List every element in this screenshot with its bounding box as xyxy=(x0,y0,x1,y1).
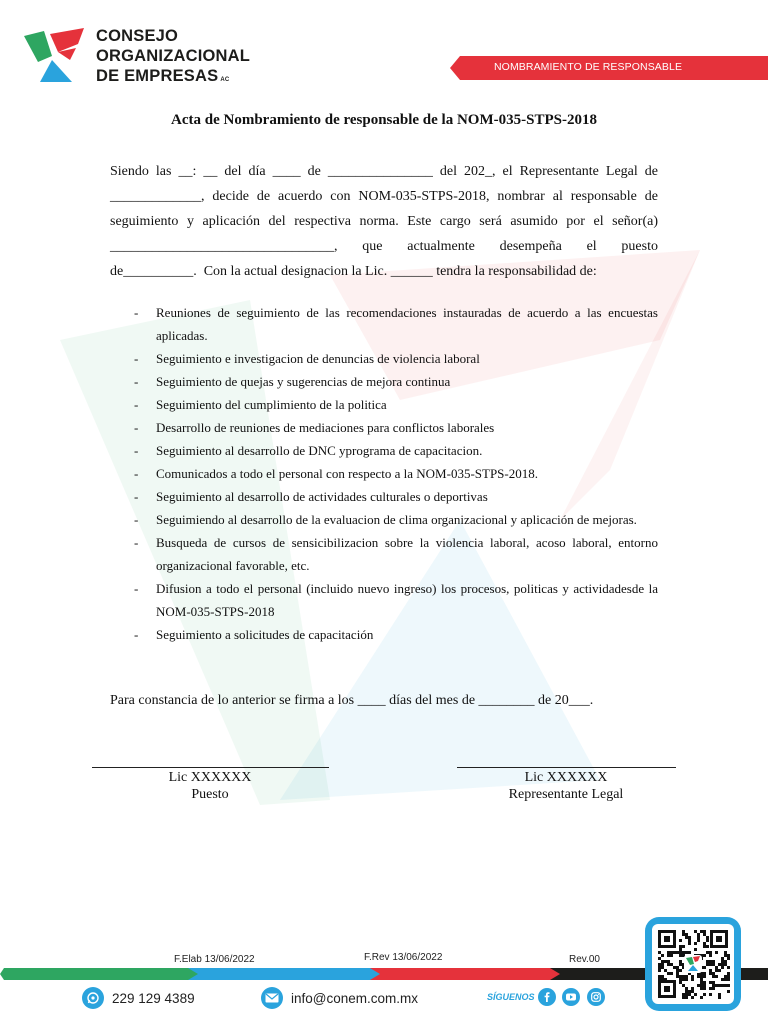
document-title: Acta de Nombramiento de responsable de la NOM-035-STPS-2018 xyxy=(171,112,597,128)
elaboration-date: F.Elab 13/06/2022 xyxy=(174,954,255,965)
instagram-icon[interactable] xyxy=(587,988,605,1006)
signature-block-left xyxy=(110,769,310,803)
whatsapp-icon xyxy=(82,987,104,1009)
list-item: - Busqueda de cursos de sensicibilizacion sobre la violencia laboral, acoso laboral, entorno organizacional favorable, etc. xyxy=(110,531,658,577)
signature-name: Lic XXXXXX xyxy=(168,770,252,785)
list-item: - Seguimiento e investigacion de denuncias de violencia laboral xyxy=(110,347,658,370)
brand-line-1: CONSEJO xyxy=(96,27,179,45)
qr-pattern xyxy=(652,924,734,1004)
brand-line-3: DE EMPRESAS xyxy=(96,67,219,85)
list-item: - Difusion a todo el personal (incluido nuevo ingreso) los procesos, politicas y actividadesde la NOM-035-STPS-2018 xyxy=(110,577,658,623)
signature-block-right xyxy=(466,769,666,803)
facebook-icon[interactable] xyxy=(538,988,556,1006)
list-item: - Desarrollo de reuniones de mediaciones para conflictos laborales xyxy=(110,416,658,439)
youtube-icon[interactable] xyxy=(562,988,580,1006)
intro-paragraph xyxy=(110,159,658,284)
responsibilities-list xyxy=(110,301,658,646)
list-item: - Seguimiento a solicitudes de capacitación xyxy=(110,623,658,646)
list-item: - Seguimiento al desarrollo de actividades culturales o deportivas xyxy=(110,485,658,508)
intro-line: ________________________________, que actualmente desempeña el puesto xyxy=(110,239,658,254)
signature-line-right xyxy=(457,767,676,768)
email-icon xyxy=(261,987,283,1009)
intro-line: Siendo las __: __ del día ____ de _______________ del 202_, el Representante Legal de xyxy=(110,164,658,179)
brand-name xyxy=(96,26,250,90)
email-contact[interactable] xyxy=(261,987,418,1009)
revision-number: Rev.00 xyxy=(569,954,600,965)
brand-line-2: ORGANIZACIONAL xyxy=(96,47,251,65)
signature-role: Puesto xyxy=(191,787,229,802)
signature-role: Representante Legal xyxy=(508,787,624,802)
list-item: - Seguimiento de quejas y sugerencias de mejora continua xyxy=(110,370,658,393)
signature-line-left xyxy=(92,767,329,768)
signature-name: Lic XXXXXX xyxy=(524,770,608,785)
phone-contact[interactable] xyxy=(82,987,195,1009)
list-item: - Reuniones de seguimiento de las recomendaciones instauradas de acuerdo a las encuestas aplicadas. xyxy=(110,301,658,347)
follow-label: SÍGUENOS xyxy=(487,992,535,1002)
phone-number: 229 129 4389 xyxy=(112,990,195,1006)
conem-logo xyxy=(22,26,88,84)
qr-code[interactable] xyxy=(645,917,741,1011)
intro-line: seguimiento y aplicación del respectiva norma. Este cargo será asumido por el señor(a) xyxy=(110,214,658,229)
list-item: - Comunicados a todo el personal con respecto a la NOM-035-STPS-2018. xyxy=(110,462,658,485)
ribbon-label: NOMBRAMIENTO DE RESPONSABLE xyxy=(494,61,683,73)
revision-date: F.Rev 13/06/2022 xyxy=(364,952,443,963)
intro-line: de__________. Con la actual designacion la Lic. ______ tendra la responsabilidad de: xyxy=(110,264,597,279)
email-address: info@conem.com.mx xyxy=(291,990,418,1006)
brand-suffix: AC xyxy=(220,77,230,83)
list-item: - Seguimiento al desarrollo de DNC yprograma de capacitacion. xyxy=(110,439,658,462)
closing-statement: Para constancia de lo anterior se firma a los ____ días del mes de ________ de 20___. xyxy=(110,693,594,708)
intro-line: _____________, decide de acuerdo con NOM-035-STPS-2018, nombrar al responsable de xyxy=(110,189,658,204)
list-item: - Seguimiento del cumplimiento de la politica xyxy=(110,393,658,416)
list-item: - Seguimiendo al desarrollo de la evaluacion de clima organizacional y aplicación de mejoras. xyxy=(110,508,658,531)
